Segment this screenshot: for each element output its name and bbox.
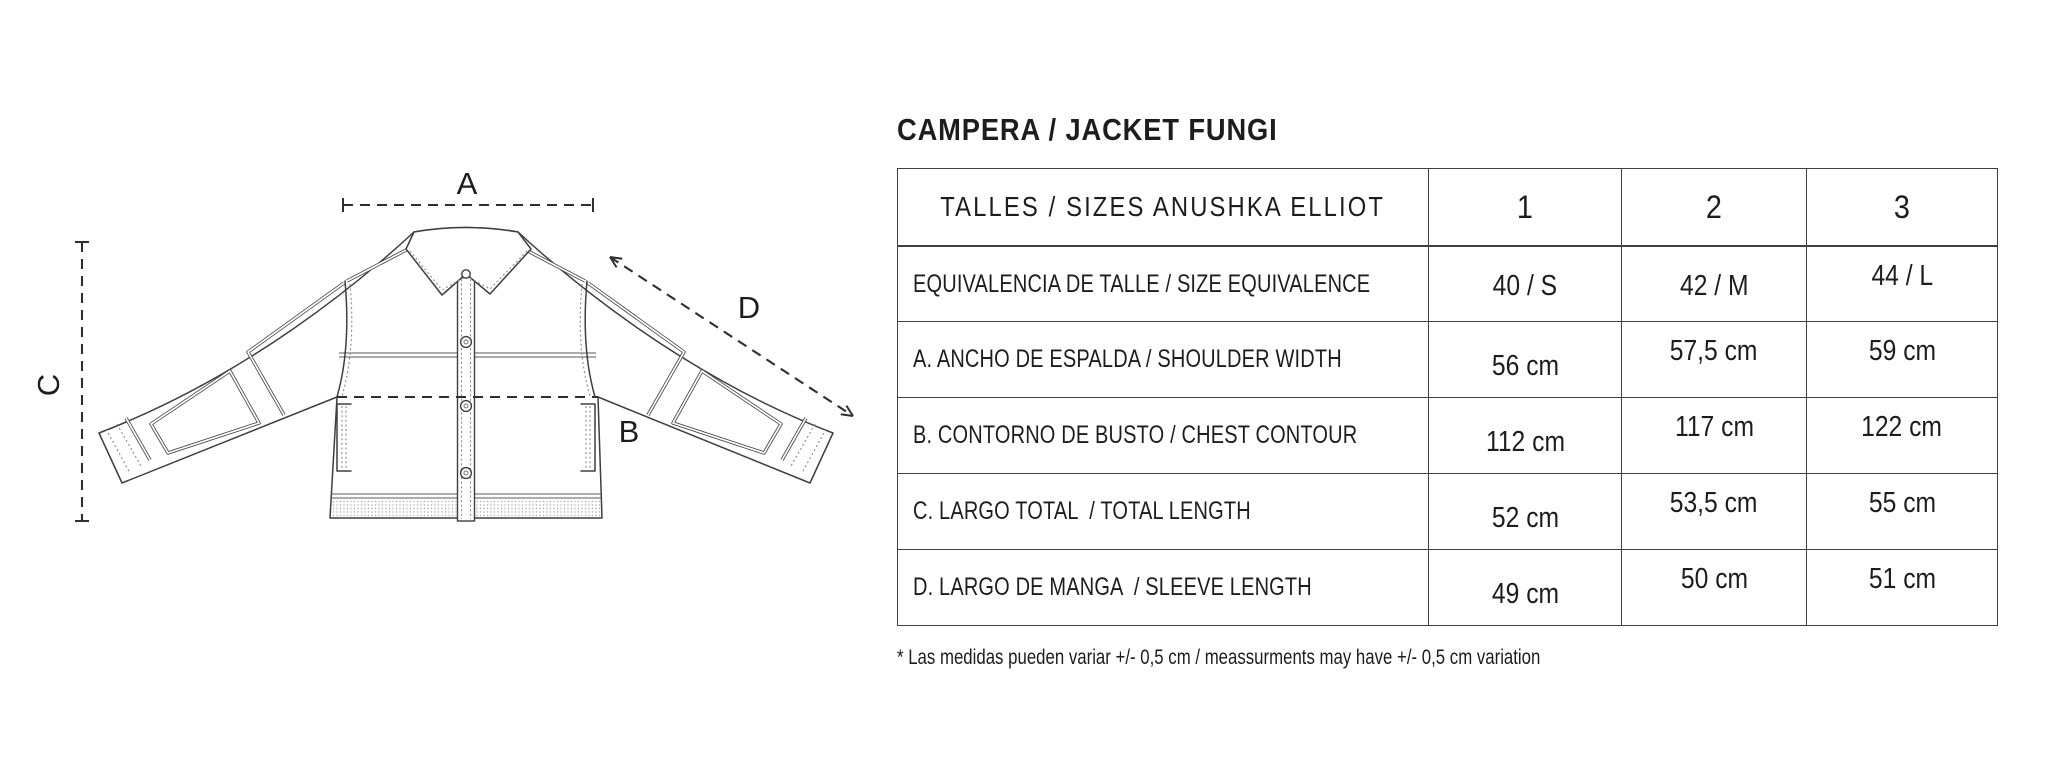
jacket-diagram (0, 0, 900, 775)
size-table (897, 168, 1998, 626)
dimension-label-a: A (456, 166, 478, 201)
table-header-size-3: 3 (1806, 169, 1997, 245)
table-cell: 55 cm (1806, 473, 1997, 549)
table-cell: 59 cm (1806, 321, 1997, 397)
dimension-label-d: D (737, 290, 761, 325)
page-title: CAMPERA / JACKET FUNGI (897, 112, 1278, 147)
dimension-line-c (31, 242, 89, 521)
table-row-label: D. LARGO DE MANGA / SLEEVE LENGTH (898, 549, 1428, 625)
table-cell: 122 cm (1806, 397, 1997, 473)
table-cell: 53,5 cm (1621, 473, 1806, 549)
table-header-title: TALLES / SIZES ANUSHKA ELLIOT (940, 191, 1386, 222)
table-row-label: A. ANCHO DE ESPALDA / SHOULDER WIDTH (898, 321, 1428, 397)
table-cell: 52 cm (1428, 473, 1621, 549)
table-header-size-2: 2 (1621, 169, 1806, 245)
dimension-line-a (343, 166, 593, 212)
table-row-label: C. LARGO TOTAL / TOTAL LENGTH (898, 473, 1428, 549)
table-header-title-cell (898, 169, 1428, 245)
table-cell: 57,5 cm (1621, 321, 1806, 397)
measurement-variation-note: * Las medidas pueden variar +/- 0,5 cm / meassurments may have +/- 0,5 cm variation (897, 646, 1541, 669)
table-cell: 50 cm (1621, 549, 1806, 625)
dimension-label-b: B (618, 414, 640, 449)
table-header-size-1: 1 (1428, 169, 1621, 245)
table-cell: 51 cm (1806, 549, 1997, 625)
placket (458, 266, 475, 521)
table-cell: 42 / M (1621, 245, 1806, 321)
table-cell: 56 cm (1428, 321, 1621, 397)
table-cell: 49 cm (1428, 549, 1621, 625)
table-cell: 112 cm (1428, 397, 1621, 473)
table-cell: 40 / S (1428, 245, 1621, 321)
dimension-label-c: C (31, 373, 66, 397)
table-cell: 44 / L (1806, 245, 1997, 321)
table-row-label: B. CONTORNO DE BUSTO / CHEST CONTOUR (898, 397, 1428, 473)
table-row-label: EQUIVALENCIA DE TALLE / SIZE EQUIVALENCE (898, 245, 1428, 321)
table-cell: 117 cm (1621, 397, 1806, 473)
